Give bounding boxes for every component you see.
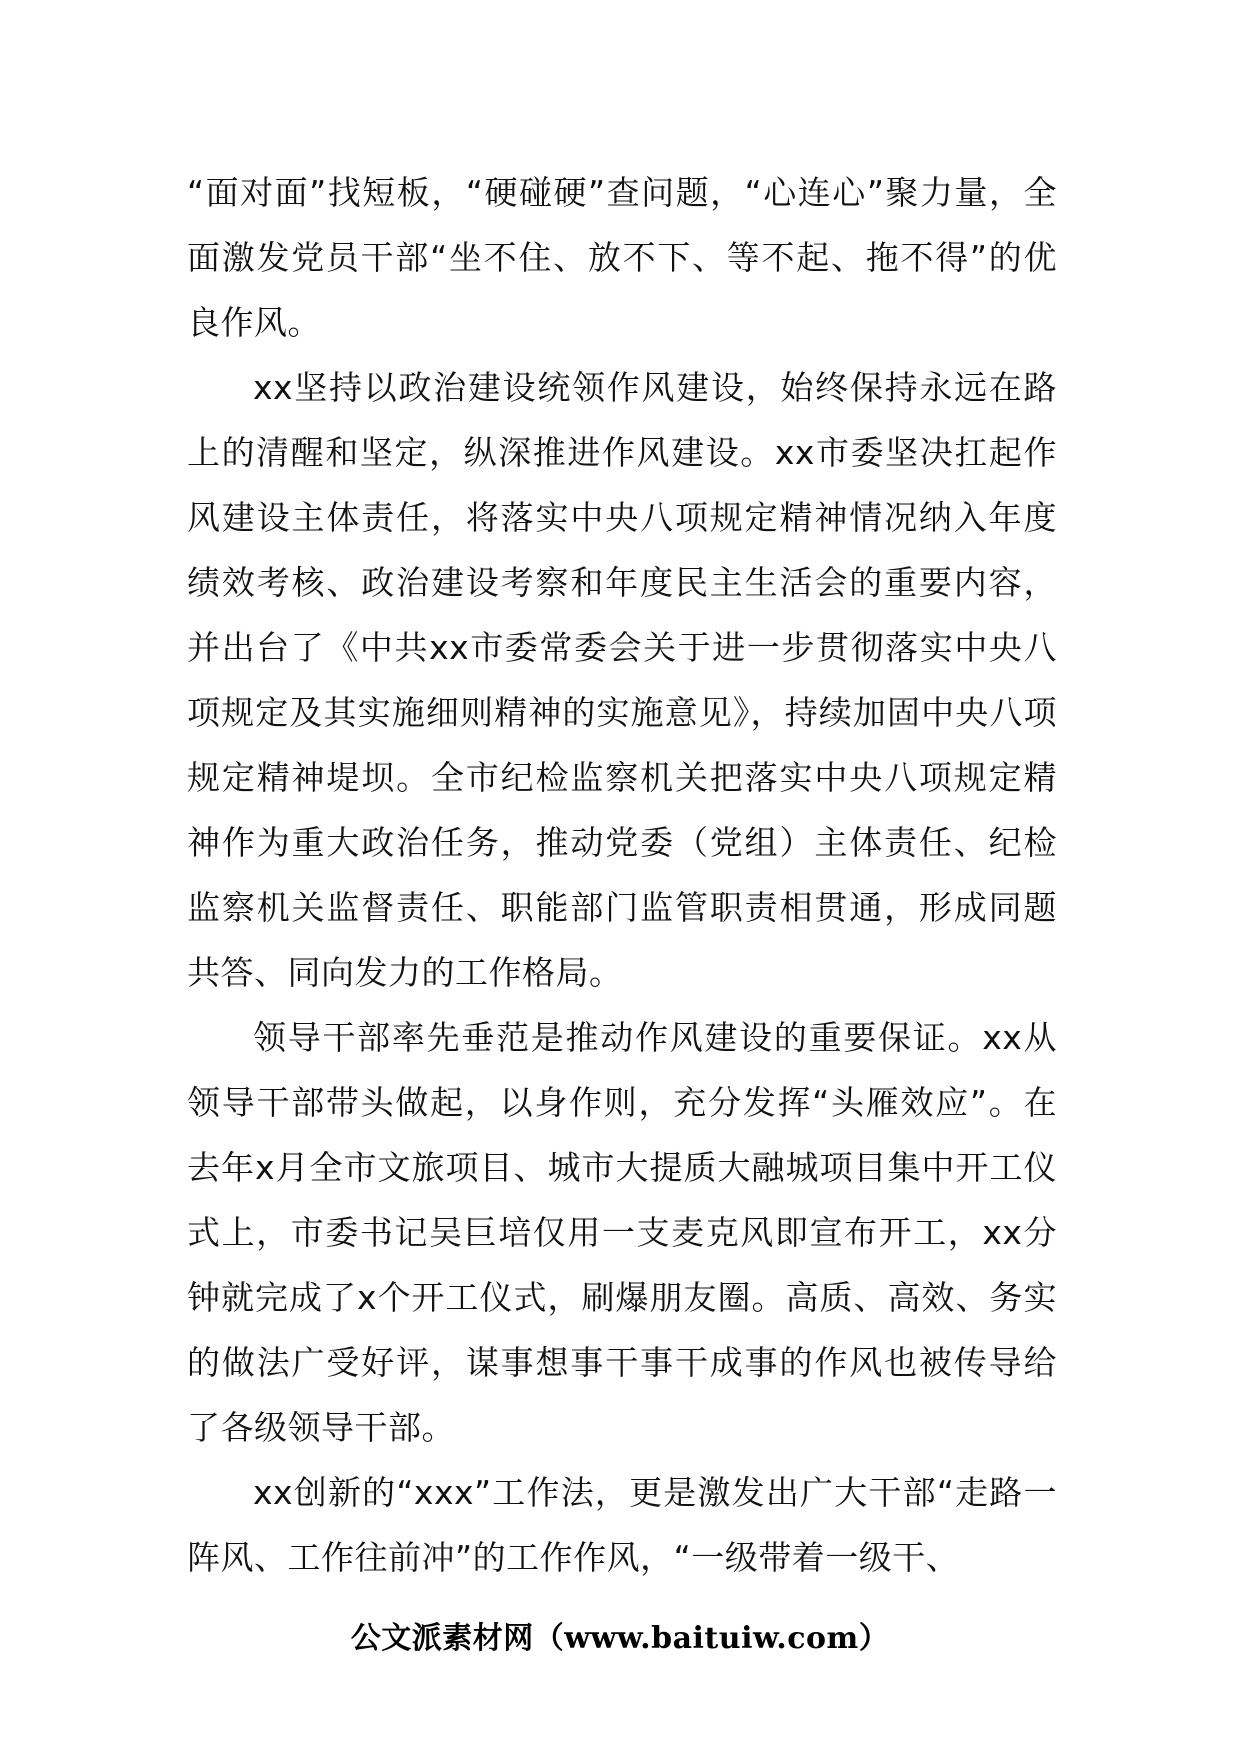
paragraph: 领导干部率先垂范是推动作风建设的重要保证。xx从领导干部带头做起，以身作则，充分发挥“头雁效应”。在去年x月全市文旅项目、城市大提质大融城项目集中开工仪式上，市委书记吴巨培仅用一支麦克风即宣布开工，xx分钟就完成了x个开工仪式，刷爆朋友圈。高质、高效、务实的做法广受好评，谋事想事干事干成事的作风也被传导给了各级领导干部。 bbox=[187, 1018, 1057, 1447]
footer-watermark: 公文派素材网（www.baituiw.com） bbox=[350, 1621, 890, 1656]
paragraph: “面对面”找短板，“硬碰硬”查问题，“心连心”聚力量，全面激发党员干部“坐不住、放不下、等不起、拖不得”的优良作风。 bbox=[187, 173, 1057, 342]
paragraph: xx创新的“xxx”工作法，更是激发出广大干部“走路一阵风、工作往前冲”的工作作风，“一级带着一级干、 bbox=[187, 1473, 1057, 1577]
paragraph: xx坚持以政治建设统领作风建设，始终保持永远在路上的清醒和坚定，纵深推进作风建设。xx市委坚决扛起作风建设主体责任，将落实中央八项规定精神情况纳入年度绩效考核、政治建设考察和年度民主生活会的重要内容，并出台了《中共xx市委常委会关于进一步贯彻落实中央八项规定及其实施细则精神的实施意见》，持续加固中央八项规定精神堤坝。全市纪检监察机关把落实中央八项规定精神作为重大政治任务，推动党委（党组）主体责任、纪检监察机关监督责任、职能部门监管职责相贯通，形成同题共答、同向发力的工作格局。 bbox=[187, 368, 1057, 992]
document-body bbox=[187, 160, 1057, 1590]
